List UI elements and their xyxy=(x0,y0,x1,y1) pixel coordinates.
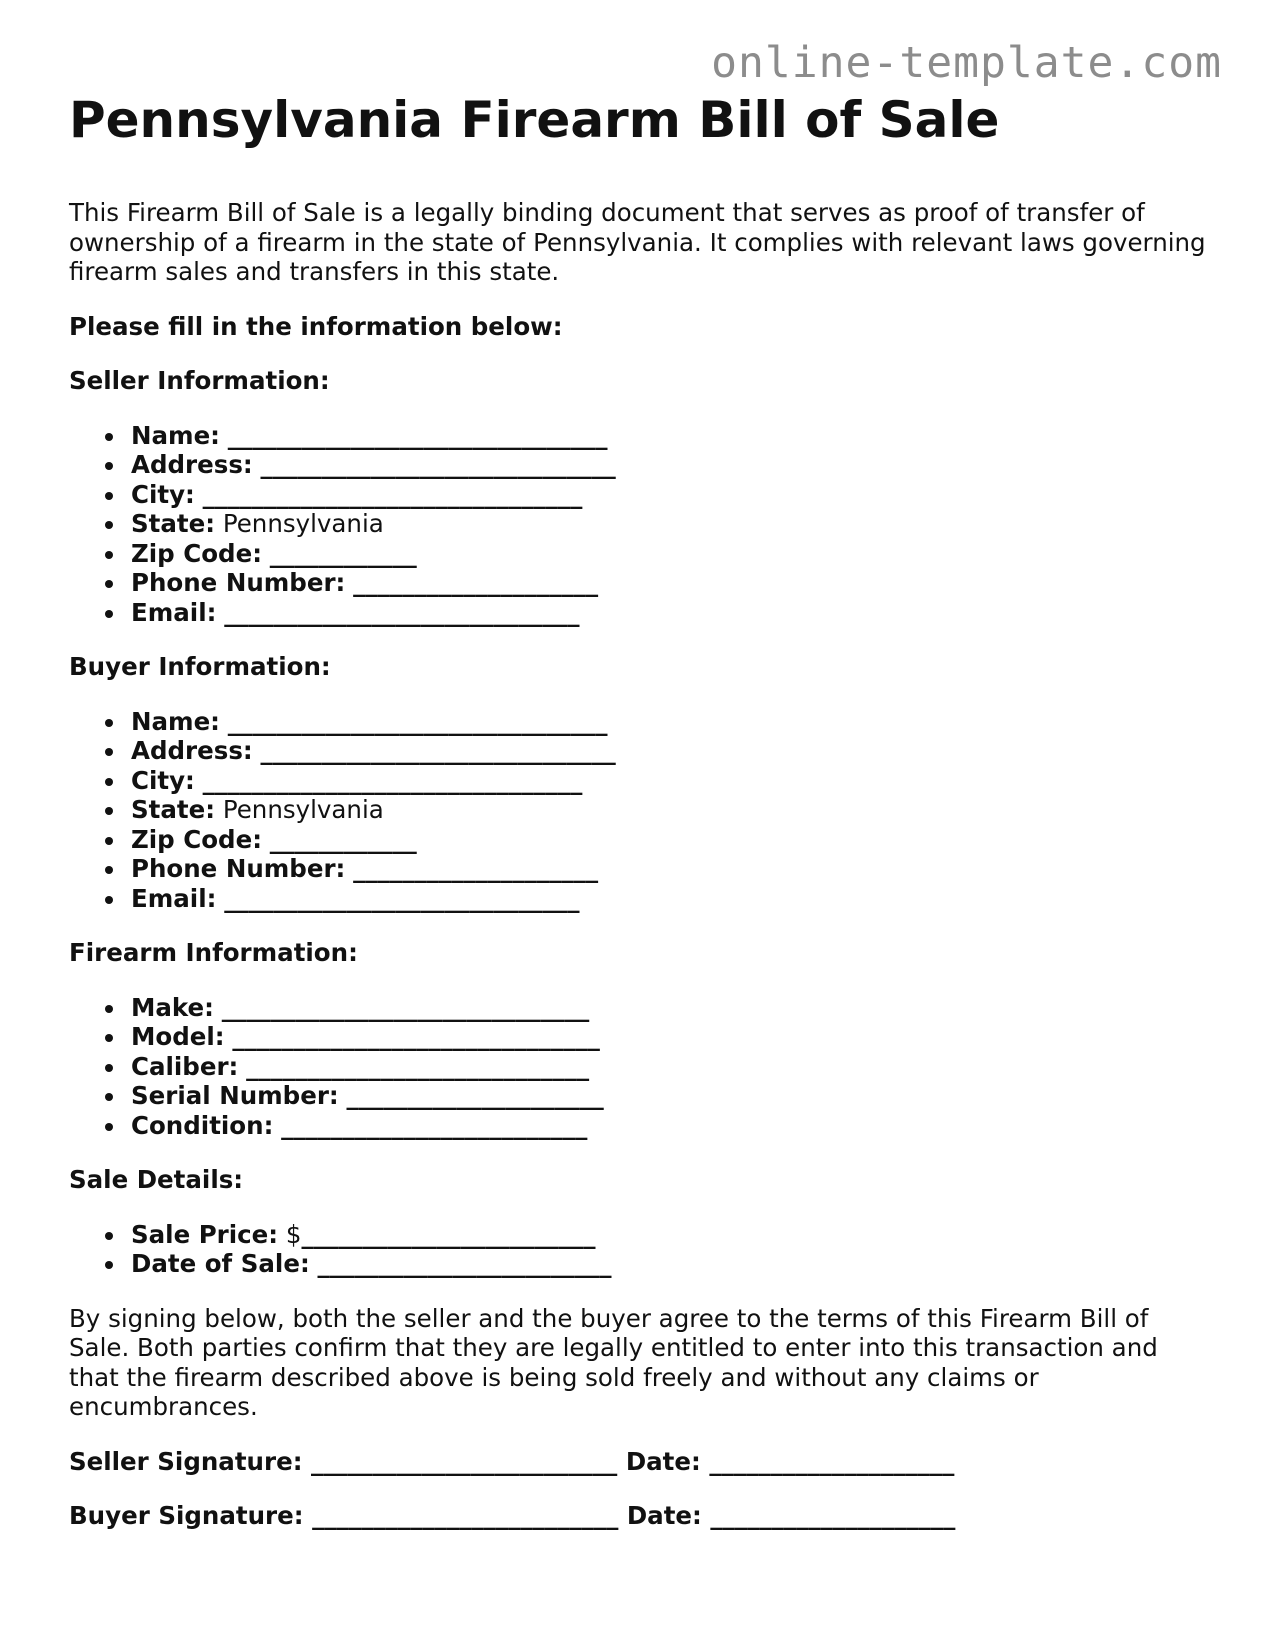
buyer-state-label: State: xyxy=(131,795,216,824)
seller-email-blank[interactable]: _____________________________ xyxy=(224,597,580,627)
seller-email-field xyxy=(131,598,1209,628)
seller-phone-blank[interactable]: ____________________ xyxy=(353,568,599,597)
firearm-caliber-blank[interactable]: ____________________________ xyxy=(246,1051,590,1081)
intro-paragraph: This Firearm Bill of Sale is a legally binding document that serves as proof of transfer of ownership of a firearm in the state of Pennsylvania. It complies with relevant laws governing firearm sales and transfers in this state. xyxy=(69,198,1206,286)
seller-phone-field xyxy=(131,568,1209,598)
firearm-make-label: Make: xyxy=(131,992,214,1022)
firearm-caliber-label: Caliber: xyxy=(131,1051,239,1081)
seller-zip-field xyxy=(131,539,1209,569)
sale-date-blank[interactable]: ________________________ xyxy=(317,1249,612,1278)
sale-date-field xyxy=(131,1249,1209,1279)
firearm-caliber-field xyxy=(131,1052,1209,1082)
seller-address-field xyxy=(131,450,1209,480)
sale-price-field xyxy=(131,1220,1209,1250)
seller-email-label: Email: xyxy=(131,597,217,627)
firearm-condition-field xyxy=(131,1111,1209,1141)
seller-name-field xyxy=(131,421,1209,451)
seller-city-label: City: xyxy=(131,479,195,509)
firearm-serial-label: Serial Number: xyxy=(131,1081,339,1110)
buyer-date-blank[interactable]: ____________________ xyxy=(710,1501,956,1530)
buyer-date-label: Date: xyxy=(626,1501,702,1530)
sale-price-blank[interactable]: ________________________ xyxy=(301,1219,596,1249)
sale-section-title: Sale Details: xyxy=(69,1165,244,1194)
buyer-section-title: Buyer Information: xyxy=(69,652,331,681)
firearm-condition-label: Condition: xyxy=(131,1110,274,1140)
seller-city-field xyxy=(131,480,1209,510)
seller-signature-line xyxy=(69,1447,1209,1477)
firearm-condition-blank[interactable]: _________________________ xyxy=(281,1110,588,1140)
buyer-city-field xyxy=(131,766,1209,796)
page-title: Pennsylvania Firearm Bill of Sale xyxy=(69,91,1000,149)
sale-field-list xyxy=(69,1220,1209,1279)
seller-zip-blank[interactable]: ____________ xyxy=(269,538,417,568)
seller-section-title: Seller Information: xyxy=(69,366,330,395)
buyer-address-blank[interactable]: _____________________________ xyxy=(260,736,616,765)
firearm-model-blank[interactable]: ______________________________ xyxy=(232,1022,600,1051)
seller-name-label: Name: xyxy=(131,420,220,450)
buyer-city-label: City: xyxy=(131,765,195,795)
firearm-serial-blank[interactable]: _____________________ xyxy=(346,1081,604,1110)
sale-price-currency: $ xyxy=(285,1219,302,1249)
buyer-signature-label: Buyer Signature: xyxy=(69,1501,304,1530)
buyer-address-field xyxy=(131,736,1209,766)
seller-date-blank[interactable]: ____________________ xyxy=(709,1446,955,1476)
seller-address-blank[interactable]: _____________________________ xyxy=(260,450,616,479)
seller-address-label: Address: xyxy=(131,450,253,479)
buyer-state-value: Pennsylvania xyxy=(222,795,384,824)
seller-field-list xyxy=(69,421,1209,628)
fill-prompt: Please fill in the information below: xyxy=(69,311,563,341)
buyer-zip-label: Zip Code: xyxy=(131,824,262,854)
seller-state-value: Pennsylvania xyxy=(222,509,384,538)
seller-date-label: Date: xyxy=(625,1446,701,1476)
firearm-model-field xyxy=(131,1022,1209,1052)
seller-signature-label: Seller Signature: xyxy=(69,1446,303,1476)
buyer-name-field xyxy=(131,707,1209,737)
seller-signature-blank[interactable]: _________________________ xyxy=(311,1446,618,1476)
firearm-make-blank[interactable]: ______________________________ xyxy=(221,992,590,1022)
sale-price-label: Sale Price: xyxy=(131,1219,279,1249)
buyer-signature-line xyxy=(69,1501,1209,1531)
buyer-state-field xyxy=(131,795,1209,825)
buyer-field-list xyxy=(69,707,1209,914)
firearm-field-list xyxy=(69,993,1209,1141)
seller-state-field xyxy=(131,509,1209,539)
buyer-phone-field xyxy=(131,854,1209,884)
seller-phone-label: Phone Number: xyxy=(131,568,346,597)
seller-name-blank[interactable]: _______________________________ xyxy=(227,420,608,450)
buyer-zip-field xyxy=(131,825,1209,855)
seller-state-label: State: xyxy=(131,509,216,538)
document-page xyxy=(69,86,1209,1531)
firearm-section-title: Firearm Information: xyxy=(69,938,358,967)
firearm-model-label: Model: xyxy=(131,1022,225,1051)
buyer-name-blank[interactable]: _______________________________ xyxy=(227,706,608,736)
buyer-address-label: Address: xyxy=(131,736,253,765)
buyer-phone-blank[interactable]: ____________________ xyxy=(353,854,599,883)
watermark: online-template.com xyxy=(711,38,1222,88)
seller-zip-label: Zip Code: xyxy=(131,538,262,568)
buyer-email-blank[interactable]: _____________________________ xyxy=(224,883,580,913)
buyer-city-blank[interactable]: _______________________________ xyxy=(202,765,583,795)
seller-city-blank[interactable]: _______________________________ xyxy=(202,479,583,509)
buyer-zip-blank[interactable]: ____________ xyxy=(269,824,417,854)
firearm-make-field xyxy=(131,993,1209,1023)
buyer-phone-label: Phone Number: xyxy=(131,854,346,883)
buyer-name-label: Name: xyxy=(131,706,220,736)
sale-date-label: Date of Sale: xyxy=(131,1249,310,1278)
firearm-serial-field xyxy=(131,1081,1209,1111)
closing-paragraph: By signing below, both the seller and the buyer agree to the terms of this Firearm Bill of Sale. Both parties confirm that they are legally entitled to enter into this transaction and that the firearm described above is being sold freely and without any claims or encumbrances. xyxy=(69,1303,1158,1421)
buyer-signature-blank[interactable]: _________________________ xyxy=(312,1501,619,1530)
buyer-email-label: Email: xyxy=(131,883,217,913)
buyer-email-field xyxy=(131,884,1209,914)
